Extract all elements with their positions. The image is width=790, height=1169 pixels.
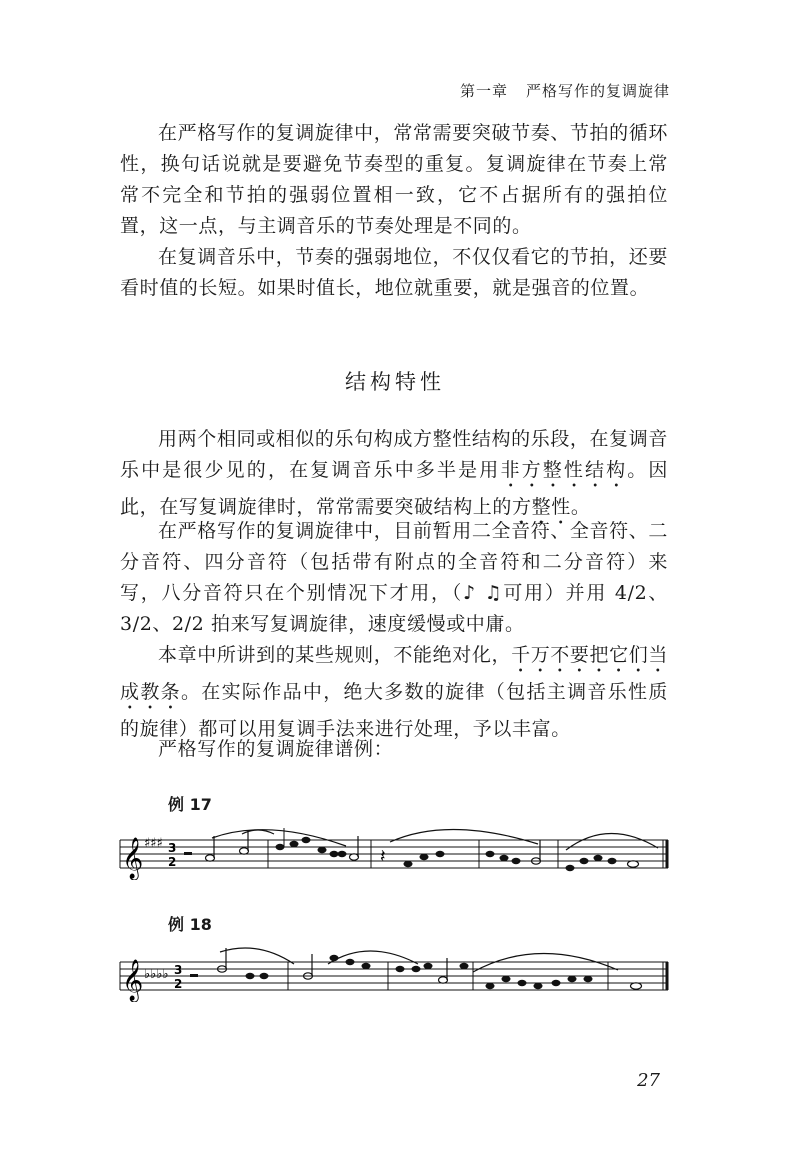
paragraph-6: 严格写作的复调旋律谱例： xyxy=(158,738,394,760)
svg-text:𝄞: 𝄞 xyxy=(122,838,144,879)
section-title: 结构特性 xyxy=(345,370,445,394)
emphasis-dogma: 千万不要把它们当成教条 xyxy=(120,644,668,703)
paragraph-3-text-a: 用两个相同或相似的乐句构成方整性结构的乐段，在复调音乐中是很少见的，在复调音乐中多半是用 xyxy=(120,428,668,481)
svg-text:2: 2 xyxy=(168,855,177,869)
running-header xyxy=(442,80,670,101)
example-18-label: 例 18 xyxy=(168,915,212,934)
example-18-staff xyxy=(118,942,674,1002)
paragraph-1: 在严格写作的复调旋律中，常常需要突破节奏、节拍的循环性，换句话说就是要避免节奏型的重复。复调旋律在节奏上常常不完全和节拍的强弱位置相一致，它不占据所有的强拍位置，这一点，与主调音乐的节奏处理是不同的。 xyxy=(120,122,668,237)
chapter-number: 第一章 xyxy=(459,82,508,100)
paragraph-5-text-c: 。在实际作品中，绝大多数的旋律（包括主调音乐性质的旋律）都可以用复调手法来进行处理，予以丰富。 xyxy=(120,681,668,740)
chapter-title: 严格写作的复调旋律 xyxy=(525,82,670,100)
paragraph-3 xyxy=(120,424,668,529)
eighth-note-symbols: ♪ ♫ xyxy=(463,582,504,604)
emphasis-square: 方整性 xyxy=(512,496,571,518)
paragraph-4 xyxy=(120,516,668,640)
svg-text:♯♯♯: ♯♯♯ xyxy=(144,836,163,851)
paragraph-3-text-e: 。 xyxy=(570,496,591,518)
paragraph-5 xyxy=(120,640,668,745)
example-17-label: 例 17 xyxy=(168,795,212,814)
svg-text:♭♭♭♭: ♭♭♭♭ xyxy=(144,967,169,982)
svg-text:𝄽: 𝄽 xyxy=(380,846,386,867)
paragraph-2: 在复调音乐中，节奏的强弱地位，不仅仅看它的节拍，还要看时值的长短。如果时值长，地位就重要，就是强音的位置。 xyxy=(120,246,668,299)
svg-text:2: 2 xyxy=(174,977,183,991)
paragraph-3-text-c: 。因此，在写复调旋律时，常常需要突破结构上的 xyxy=(120,459,668,518)
paragraph-4-text-a: 在严格写作的复调旋律中，目前暂用二全音符、全音符、二分音符、四分音符（包括带有附点的全音符和二分音符）来写，八分音符只在个别情况下才用，（ xyxy=(120,520,668,604)
page-number: 27 xyxy=(637,1070,660,1091)
svg-text:𝄞: 𝄞 xyxy=(122,960,144,1001)
svg-text:3: 3 xyxy=(174,963,183,977)
example-17-staff xyxy=(118,820,674,880)
paragraph-5-text-a: 本章中所讲到的某些规则，不能绝对化， xyxy=(158,644,512,666)
paragraph-4-text-b: 可用）并用 4/2、3/2、2/2 拍来写复调旋律，速度缓慢或中庸。 xyxy=(120,582,668,635)
svg-text:3: 3 xyxy=(168,841,177,855)
emphasis-non-square: 非方整性结构 xyxy=(500,459,628,481)
